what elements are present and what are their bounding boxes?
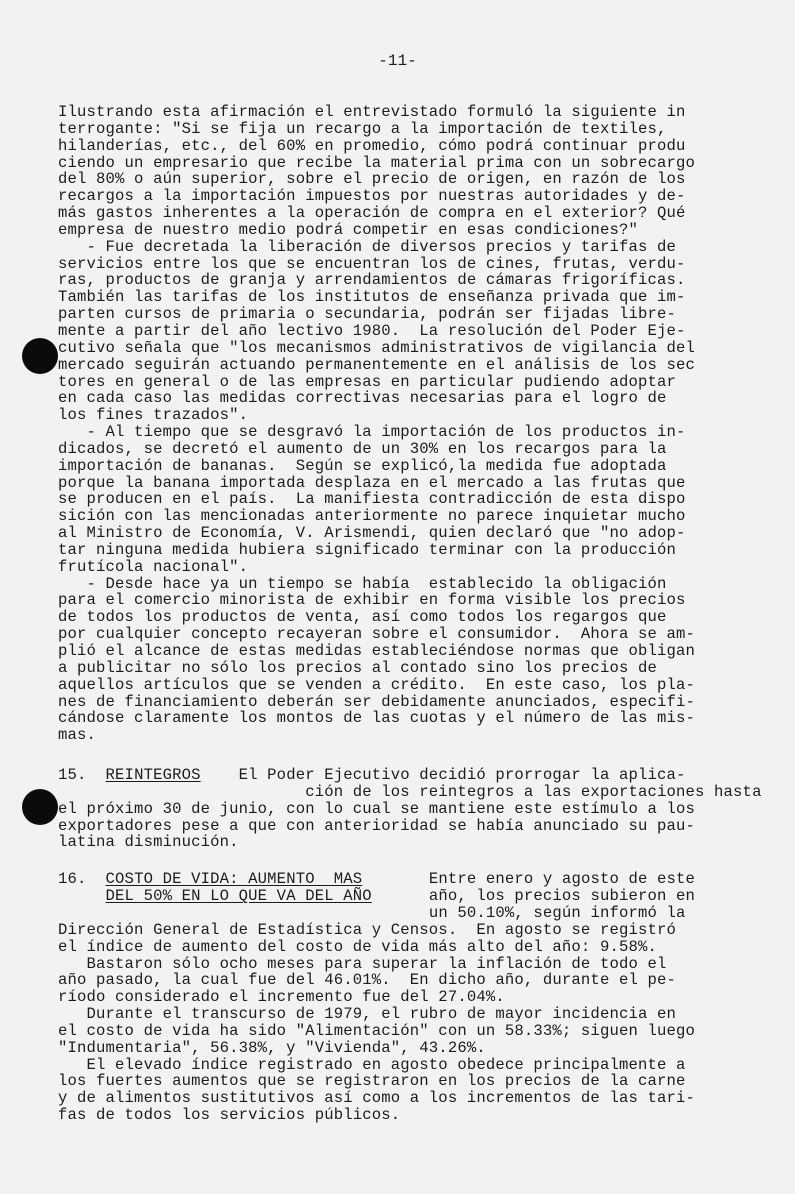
text-line: el costo de vida ha sido "Alimentación" con un 58.33%; siguen luego [58, 1021, 696, 1040]
text-line: frutícola nacional". [58, 557, 249, 576]
text-line: cutivo señala que "los mecanismos administrativos de vigilancia del [58, 338, 696, 357]
text-line: tar ninguna medida hubiera significado terminar con la producción [58, 540, 677, 559]
text-line: - Desde hace ya un tiempo se había establecido la obligación [58, 574, 667, 593]
text-line: porque la banana importada desplaza en el mercado a las frutas que [58, 473, 686, 492]
text-line: ras, productos de granja y arrendamientos de cámaras frigoríficas. [58, 271, 686, 290]
section-15-number: 15. [58, 766, 87, 785]
text-line: terrogante: "Si se fija un recargo a la importación de textiles, [58, 119, 667, 138]
text-line: fas de todos los servicios públicos. [58, 1106, 401, 1125]
section-16-body [58, 922, 743, 1124]
text-line: los fines trazados". [58, 406, 249, 425]
section-15-text: ción de los reintegros a las exportaciones hasta [305, 782, 762, 801]
text-line: Dirección General de Estadística y Censos. En agosto se registró [58, 920, 677, 939]
text-line: tores en general o de las empresas en particular pudiendo adoptar [58, 372, 677, 391]
section-15-title: REINTEGROS [105, 766, 201, 785]
text-line: a publicitar no sólo los precios al contado sino los precios de [58, 658, 657, 677]
text-line: recargos a la importación impuestos por nuestras autoridades y de- [58, 187, 686, 206]
text-line: por cualquier concepto recayeran sobre el consumidor. Ahora se am- [58, 625, 696, 644]
text-line: hilanderías, etc., del 60% en promedio, cómo podrá continuar produ [58, 136, 686, 155]
text-line: del 80% o aún superior, sobre el precio de origen, en razón de los [58, 170, 686, 189]
section-15-line2 [58, 782, 762, 801]
text-line: mercado seguirán actuando permanentemente en el análisis de los sec [58, 355, 696, 374]
text-line: dicados, se decretó el aumento de un 30% en los recargos para la [58, 439, 667, 458]
document-body [58, 103, 762, 1125]
section-16-line1 [58, 871, 743, 888]
text-line: - Fue decretada la liberación de diversos precios y tarifas de [58, 237, 677, 256]
text-line: servicios entre los que se encuentran los de cines, frutas, verdu- [58, 254, 686, 273]
text-line: el índice de aumento del costo de vida más alto del año: 9.58%. [58, 937, 657, 956]
section-16-text: un 50.10%, según informó la [428, 903, 686, 922]
section-15-body [58, 801, 743, 852]
text-line: empresa de nuestro medio podrá competir en esas condiciones?" [58, 220, 638, 239]
punch-hole-bottom [22, 789, 58, 825]
spacer [58, 744, 743, 767]
section-16-title: DEL 50% EN LO QUE VA DEL AÑO [105, 887, 372, 906]
text-line: para el comercio minorista de exhibir en forma visible los precios [58, 591, 686, 610]
text-line: ciendo un empresario que recibe la material prima con un sobrecargo [58, 153, 696, 172]
text-line: y de alimentos sustitutivos así como a los incrementos de las tari- [58, 1089, 696, 1108]
section-15-text: El Poder Ejecutivo decidió prorrogar la aplica- [238, 766, 686, 785]
section-16-title: COSTO DE VIDA: AUMENTO MAS [105, 870, 363, 889]
text-line: Bastaron sólo ocho meses para superar la inflación de todo el [58, 954, 667, 973]
section-16-text: Entre enero y agosto de este [428, 870, 696, 889]
text-line: año pasado, la cual fue del 46.01%. En dicho año, durante el pe- [58, 971, 677, 990]
text-line: sición con las mencionadas anteriormente no parece inquietar mucho [58, 507, 686, 526]
text-line: importación de bananas. Según se explicó,la medida fue adoptada [58, 456, 667, 475]
text-line: - Al tiempo que se desgravó la importación de los productos in- [58, 423, 686, 442]
text-line: Ilustrando esta afirmación el entrevistado formuló la siguiente in [58, 103, 686, 121]
text-line: al Ministro de Economía, V. Arismendi, quien declaró que "no adop- [58, 524, 686, 543]
section-15-line1 [58, 767, 743, 784]
text-line: el próximo 30 de junio, con lo cual se mantiene este estímulo a los [58, 799, 696, 818]
text-line: "Indumentaria", 56.38%, y "Vivienda", 43.26%. [58, 1038, 486, 1057]
paragraph-block [58, 104, 743, 744]
text-line: latina disminución. [58, 833, 239, 852]
text-line: parten cursos de primaria o secundaria, podrán ser fijadas libre- [58, 305, 677, 324]
text-line: de todos los productos de venta, así como todos los regargos que [58, 608, 667, 627]
text-line: ríodo considerado el incremento fue del 27.04%. [58, 988, 505, 1007]
text-line: El elevado índice registrado en agosto obedece principalmente a [58, 1055, 686, 1074]
text-line: mas. [58, 726, 97, 745]
text-line: Durante el transcurso de 1979, el rubro de mayor incidencia en [58, 1005, 677, 1024]
text-line: en cada caso las medidas correctivas necesarias para el logro de [58, 389, 667, 408]
text-line: exportadores pese a que con anterioridad se había anunciado su pau- [58, 816, 696, 835]
section-16-line3 [58, 905, 743, 922]
text-line: También las tarifas de los institutos de enseñanza privada que im- [58, 288, 686, 307]
text-line: plió el alcance de estas medidas estableciéndose normas que obligan [58, 642, 696, 660]
text-line: nes de financiamiento deberán ser debidamente anunciados, especifi- [58, 692, 696, 711]
text-line: se producen en el país. La manifiesta contradicción de esta dispo [58, 490, 686, 509]
section-16 [58, 871, 743, 1124]
text-line: cándose claramente los montos de las cuotas y el número de las mis- [58, 709, 696, 728]
section-16-number: 16. [58, 870, 87, 889]
text-line: mente a partir del año lectivo 1980. La resolución del Poder Eje- [58, 321, 686, 340]
text-line: más gastos inherentes a la operación de compra en el exterior? Qué [58, 204, 686, 223]
section-16-line2 [58, 888, 743, 905]
section-16-text: año, los precios subieron en [428, 887, 696, 906]
punch-hole-top [22, 338, 58, 374]
section-15 [58, 766, 762, 852]
text-line: aquellos artículos que se venden a crédito. En este caso, los pla- [58, 675, 696, 694]
page-number: -11- [378, 52, 417, 70]
spacer [58, 851, 743, 871]
text-line: los fuertes aumentos que se registraron en los precios de la carne [58, 1072, 686, 1091]
